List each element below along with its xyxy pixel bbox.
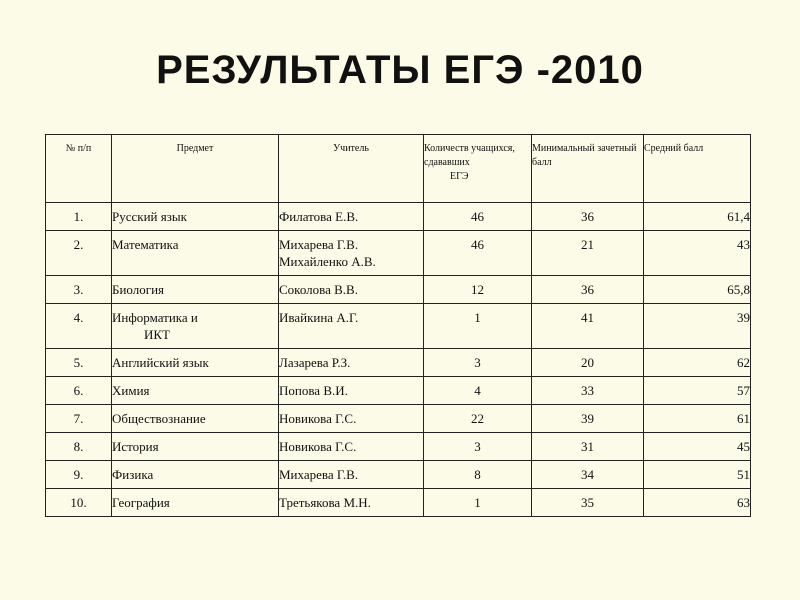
row-subject [112, 231, 279, 276]
row-avg-score: 61 [644, 405, 751, 433]
row-teacher-line: Ивайкина А.Г. [279, 310, 359, 325]
table-row [46, 276, 751, 304]
row-count: 46 [424, 203, 532, 231]
row-count: 1 [424, 489, 532, 517]
row-teacher-line: Михарева Г.В. [279, 467, 359, 482]
row-teacher [279, 489, 424, 517]
row-avg-score: 65,8 [644, 276, 751, 304]
row-teacher [279, 405, 424, 433]
row-min-score: 20 [532, 349, 644, 377]
row-teacher-line: Филатова Е.В. [279, 209, 359, 224]
header-count [424, 135, 532, 203]
header-min [532, 135, 644, 203]
page-title: РЕЗУЛЬТАТЫ ЕГЭ -2010 [156, 48, 644, 92]
row-count: 3 [424, 433, 532, 461]
row-subject-line: Биология [112, 282, 165, 297]
row-teacher [279, 349, 424, 377]
header-num: № п/п [46, 135, 112, 203]
row-avg-score: 45 [644, 433, 751, 461]
row-subject-line: Русский язык [112, 209, 187, 224]
row-subject [112, 433, 279, 461]
row-min-score: 31 [532, 433, 644, 461]
row-min-score: 35 [532, 489, 644, 517]
row-subject-line: ИКТ [144, 327, 170, 342]
row-number: 1. [46, 203, 112, 231]
row-subject [112, 377, 279, 405]
results-table-body [46, 203, 751, 517]
table-row [46, 349, 751, 377]
row-subject [112, 489, 279, 517]
row-subject [112, 349, 279, 377]
row-number: 7. [46, 405, 112, 433]
row-teacher-line: Попова В.И. [279, 383, 348, 398]
results-table [45, 134, 751, 517]
row-subject-line: История [112, 439, 159, 454]
header-min-line: Минимальный [532, 143, 595, 154]
row-teacher [279, 377, 424, 405]
header-count-line: учащихся, [471, 143, 515, 154]
row-teacher-line: Лазарева Р.З. [279, 355, 351, 370]
row-subject [112, 203, 279, 231]
header-count-line: ЕГЭ [450, 171, 469, 182]
row-avg-score: 51 [644, 461, 751, 489]
row-number: 9. [46, 461, 112, 489]
table-row [46, 489, 751, 517]
row-min-score: 41 [532, 304, 644, 349]
header-count-line: Количеств [424, 143, 469, 154]
row-teacher [279, 461, 424, 489]
row-subject [112, 405, 279, 433]
table-row [46, 405, 751, 433]
row-number: 3. [46, 276, 112, 304]
row-subject-line: Английский язык [112, 355, 209, 370]
row-subject-line: Химия [112, 383, 150, 398]
table-row [46, 377, 751, 405]
row-teacher [279, 231, 424, 276]
header-avg-line: Средний [644, 143, 682, 154]
row-avg-score: 61,4 [644, 203, 751, 231]
row-min-score: 39 [532, 405, 644, 433]
table-row [46, 304, 751, 349]
row-subject [112, 304, 279, 349]
row-count: 8 [424, 461, 532, 489]
row-min-score: 34 [532, 461, 644, 489]
row-subject-line: География [112, 495, 170, 510]
table-row [46, 461, 751, 489]
row-avg-score: 43 [644, 231, 751, 276]
table-header-row [46, 135, 751, 203]
row-min-score: 36 [532, 203, 644, 231]
row-count: 22 [424, 405, 532, 433]
row-count: 46 [424, 231, 532, 276]
row-teacher-line: Новикова Г.С. [279, 439, 357, 454]
row-count: 3 [424, 349, 532, 377]
header-avg [644, 135, 751, 203]
table-row [46, 433, 751, 461]
row-number: 4. [46, 304, 112, 349]
row-subject [112, 461, 279, 489]
row-teacher [279, 203, 424, 231]
row-subject-line: Физика [112, 467, 154, 482]
row-teacher [279, 304, 424, 349]
row-number: 5. [46, 349, 112, 377]
header-teacher: Учитель [279, 135, 424, 203]
row-count: 4 [424, 377, 532, 405]
row-min-score: 36 [532, 276, 644, 304]
row-min-score: 21 [532, 231, 644, 276]
row-teacher [279, 276, 424, 304]
row-number: 10. [46, 489, 112, 517]
row-avg-score: 39 [644, 304, 751, 349]
row-teacher [279, 433, 424, 461]
row-avg-score: 57 [644, 377, 751, 405]
row-avg-score: 63 [644, 489, 751, 517]
row-avg-score: 62 [644, 349, 751, 377]
table-row [46, 203, 751, 231]
row-teacher-line: Михайленко А.В. [279, 254, 376, 269]
row-teacher-line: Соколова В.В. [279, 282, 358, 297]
row-count: 12 [424, 276, 532, 304]
row-subject-line: Информатика и [112, 310, 198, 325]
header-subject: Предмет [112, 135, 279, 203]
row-subject-line: Обществознание [112, 411, 206, 426]
header-avg-line: балл [683, 143, 704, 154]
header-count-line: сдававших [424, 157, 470, 168]
row-teacher-line: Новикова Г.С. [279, 411, 357, 426]
row-teacher-line: Михарева Г.В. [279, 237, 359, 252]
row-number: 8. [46, 433, 112, 461]
row-teacher-line: Третьякова М.Н. [279, 495, 371, 510]
row-subject [112, 276, 279, 304]
row-min-score: 33 [532, 377, 644, 405]
row-number: 2. [46, 231, 112, 276]
table-row [46, 231, 751, 276]
row-number: 6. [46, 377, 112, 405]
row-count: 1 [424, 304, 532, 349]
row-subject-line: Математика [112, 237, 179, 252]
header-min-line: зачетный балл [532, 143, 637, 168]
